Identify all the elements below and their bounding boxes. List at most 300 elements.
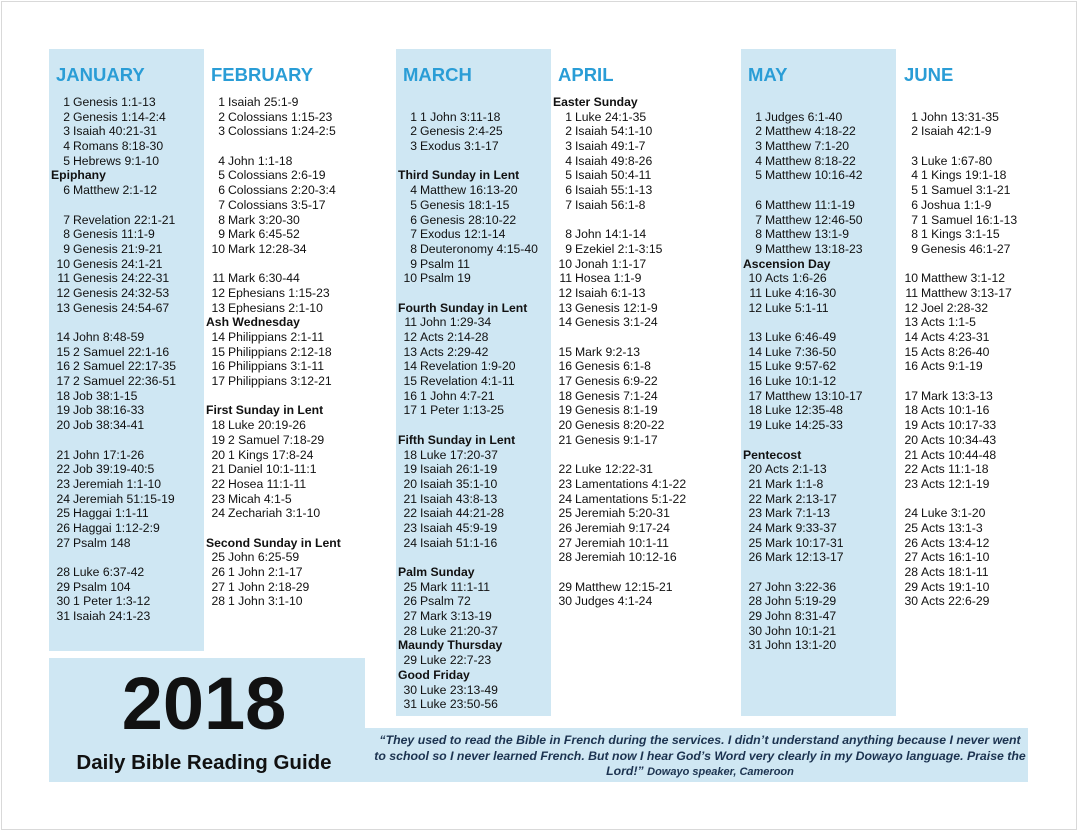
scripture-reference: Jeremiah 9:17-24	[575, 520, 670, 535]
day-number: 26	[211, 565, 225, 579]
day-number: 19	[403, 462, 417, 477]
scripture-reference: Hosea 1:1-9	[575, 271, 642, 286]
reading-entry	[553, 301, 703, 316]
reading-entry	[398, 403, 548, 418]
spacer	[51, 550, 201, 565]
quote-text: “They used to read the Bible in French during the services. I didn’t understand anything because I never went to school so I never learned French. But now I hear God’s Word very clearly in my Dowayo language. Praise the Lord!”	[374, 733, 1026, 778]
day-number: 5	[911, 183, 918, 198]
reading-entry	[206, 580, 356, 595]
reading-entry	[51, 565, 201, 580]
scripture-reference: Genesis 21:9-21	[73, 241, 163, 256]
day-number: 27	[211, 579, 225, 594]
reading-entry	[398, 609, 548, 624]
day-number: 4	[911, 168, 918, 183]
day-number: 18	[558, 388, 572, 403]
reading-entry	[51, 389, 201, 404]
scripture-reference: Matthew 3:1-12	[921, 271, 1006, 286]
scripture-reference: Luke 5:1-11	[765, 300, 829, 315]
reading-entry	[398, 198, 548, 213]
scripture-reference: Genesis 24:22-31	[73, 271, 170, 286]
day-number: 6	[755, 197, 762, 212]
day-number: 6	[410, 212, 417, 227]
scripture-reference: Acts 10:1-16	[921, 403, 990, 418]
day-number: 15	[56, 344, 70, 359]
reading-entry	[206, 168, 356, 183]
scripture-reference: Matthew 2:1-12	[73, 183, 158, 198]
reading-entry	[51, 301, 201, 316]
day-number: 14	[558, 315, 572, 330]
day-number: 15	[748, 359, 762, 374]
reading-entry	[553, 477, 703, 492]
scripture-reference: Job 39:19-40:5	[73, 462, 155, 477]
day-number: 19	[56, 403, 70, 418]
scripture-reference: Acts 2:14-28	[420, 330, 489, 344]
spacer	[743, 95, 893, 110]
scripture-reference: Colossians 3:5-17	[228, 197, 326, 212]
scripture-reference: John 13:1-20	[765, 638, 837, 653]
scripture-reference: Luke 22:7-23	[420, 653, 492, 668]
reading-entry	[899, 198, 1049, 213]
day-number: 7	[410, 227, 417, 242]
scripture-reference: Genesis 18:1-15	[420, 197, 510, 212]
day-number: 22	[211, 476, 225, 491]
scripture-reference: Acts 10:44-48	[921, 447, 997, 462]
feast-heading: Fifth Sunday in Lent	[398, 432, 516, 447]
scripture-reference: Luke 3:1-20	[921, 506, 986, 521]
testimony-quote	[372, 733, 1028, 781]
scripture-reference: Philippians 3:12-21	[228, 374, 332, 389]
day-number: 3	[911, 153, 918, 168]
scripture-reference: Judges 4:1-24	[575, 594, 653, 609]
day-number: 20	[558, 418, 572, 433]
scripture-reference: Lamentations 4:1-22	[575, 476, 687, 491]
scripture-reference: Job 38:16-33	[73, 403, 145, 418]
day-number: 2	[63, 109, 70, 124]
reading-entry	[398, 448, 548, 463]
scripture-reference: Genesis 11:1-9	[73, 227, 155, 242]
day-number: 5	[565, 168, 572, 183]
scripture-reference: Isaiah 51:1-16	[420, 535, 498, 550]
scripture-reference: Haggai 1:12-2:9	[73, 520, 160, 535]
feast-heading: Palm Sunday	[398, 565, 475, 579]
reading-entry	[398, 271, 548, 286]
reading-entry	[51, 448, 201, 463]
reading-entry	[206, 227, 356, 242]
spacer	[206, 521, 356, 536]
reading-entry	[398, 492, 548, 507]
reading-entry	[51, 403, 201, 418]
scripture-reference: 1 Kings 17:8-24	[228, 447, 314, 462]
day-number: 21	[403, 491, 417, 506]
day-number: 15	[904, 344, 918, 359]
day-number: 25	[56, 506, 70, 521]
scripture-reference: Mark 6:45-52	[228, 227, 300, 242]
reading-entry	[899, 110, 1049, 125]
reading-entry	[899, 168, 1049, 183]
scripture-reference: Mark 3:20-30	[228, 212, 300, 227]
month-may	[743, 61, 893, 653]
scripture-reference: Isaiah 35:1-10	[420, 476, 498, 491]
scripture-reference: Luke 7:36-50	[765, 344, 837, 359]
reading-entry	[743, 227, 893, 242]
reading-entry	[899, 330, 1049, 345]
day-number: 19	[211, 432, 225, 447]
reading-entry	[899, 227, 1049, 242]
spacer	[398, 154, 548, 169]
day-number: 7	[63, 212, 70, 227]
spacer	[51, 433, 201, 448]
day-number: 1	[565, 109, 572, 124]
scripture-reference: Job 38:34-41	[73, 418, 145, 433]
day-number: 13	[904, 315, 918, 330]
reading-entry	[398, 183, 548, 198]
scripture-reference: Matthew 11:1-19	[765, 197, 855, 212]
day-number: 1	[911, 109, 918, 124]
scripture-reference: John 5:19-29	[765, 594, 837, 609]
day-number: 5	[410, 197, 417, 212]
reading-entry	[206, 95, 356, 110]
reading-entry	[553, 286, 703, 301]
reading-entry	[206, 198, 356, 213]
spacer	[743, 183, 893, 198]
day-number: 19	[904, 418, 918, 433]
scripture-reference: 1 Peter 1:3-12	[73, 594, 151, 609]
reading-entry	[206, 271, 356, 286]
day-number: 24	[748, 520, 762, 535]
spacer	[743, 565, 893, 580]
scripture-reference: 1 John 3:1-10	[228, 594, 303, 609]
scripture-reference: Matthew 10:16-42	[765, 168, 863, 183]
scripture-reference: Haggai 1:1-11	[73, 506, 149, 521]
day-number: 1	[410, 109, 417, 124]
day-number: 25	[211, 550, 225, 565]
day-number: 24	[558, 491, 572, 506]
spacer	[553, 565, 703, 580]
reading-entry	[553, 345, 703, 360]
scripture-reference: Acts 18:1-11	[921, 565, 989, 579]
reading-entry	[398, 139, 548, 154]
day-number: 28	[904, 565, 918, 579]
day-number: 31	[748, 638, 762, 653]
scripture-reference: 1 John 3:11-18	[420, 109, 501, 124]
scripture-reference: Isaiah 42:1-9	[921, 124, 992, 139]
scripture-reference: Matthew 13:10-17	[765, 388, 863, 403]
day-number: 16	[403, 388, 417, 403]
month-march	[398, 61, 548, 712]
scripture-reference: Genesis 9:1-17	[575, 432, 658, 447]
day-number: 22	[403, 506, 417, 521]
day-number: 11	[905, 285, 918, 300]
day-number: 9	[755, 241, 762, 256]
day-number: 6	[218, 183, 225, 198]
scripture-reference: Genesis 8:1-19	[575, 403, 658, 418]
feast-heading: Ascension Day	[743, 256, 831, 271]
day-number: 24	[403, 535, 417, 550]
day-number: 29	[558, 579, 572, 594]
reading-entry	[553, 536, 703, 551]
reading-entry	[899, 506, 1049, 521]
reading-entry	[51, 492, 201, 507]
reading-entry	[553, 418, 703, 433]
reading-entry	[398, 242, 548, 257]
spacer	[206, 389, 356, 404]
reading-entry	[899, 345, 1049, 360]
reading-entry	[51, 418, 201, 433]
reading-entry	[899, 448, 1049, 463]
day-number: 6	[63, 183, 70, 198]
day-number: 19	[748, 418, 762, 433]
reading-entry	[398, 213, 548, 228]
reading-entry	[553, 227, 703, 242]
month-january	[51, 61, 201, 624]
reading-entry	[743, 242, 893, 257]
reading-entry	[899, 565, 1049, 580]
scripture-reference: Acts 10:17-33	[921, 418, 997, 433]
reading-entry	[206, 345, 356, 360]
day-number: 6	[565, 183, 572, 198]
scripture-reference: Luke 9:57-62	[765, 359, 837, 374]
scripture-reference: Deuteronomy 4:15-40	[420, 241, 538, 256]
reading-entry	[553, 550, 703, 565]
day-number: 27	[56, 535, 70, 550]
day-number: 26	[403, 594, 417, 609]
reading-entry	[899, 154, 1049, 169]
reading-entry	[553, 433, 703, 448]
reading-entry	[398, 594, 548, 609]
reading-entry	[553, 110, 703, 125]
day-number: 12	[904, 300, 918, 315]
reading-entry	[743, 124, 893, 139]
scripture-reference: Mark 3:13-19	[420, 609, 492, 624]
scripture-reference: Isaiah 50:4-11	[575, 168, 652, 183]
day-number: 2	[218, 109, 225, 124]
reading-entry	[743, 139, 893, 154]
day-number: 13	[403, 344, 417, 359]
day-number: 24	[211, 506, 225, 521]
scripture-reference: Philippians 2:12-18	[228, 344, 332, 359]
scripture-reference: Jeremiah 10:1-11	[575, 535, 669, 550]
reading-entry	[899, 359, 1049, 374]
reading-entry	[743, 477, 893, 492]
scripture-reference: Matthew 3:13-17	[921, 285, 1012, 300]
day-number: 13	[211, 300, 225, 315]
reading-entry	[206, 286, 356, 301]
day-number: 12	[403, 330, 417, 344]
feast-heading: Fourth Sunday in Lent	[398, 300, 528, 315]
scripture-reference: Isaiah 49:8-26	[575, 153, 653, 168]
scripture-reference: Acts 13:4-12	[921, 535, 990, 550]
scripture-reference: Matthew 12:15-21	[575, 579, 673, 594]
reading-entry	[743, 492, 893, 507]
reading-entry	[206, 594, 356, 609]
scripture-reference: Hebrews 9:1-10	[73, 153, 160, 168]
day-number: 8	[410, 241, 417, 256]
reading-entry	[553, 257, 703, 272]
scripture-reference: Job 38:1-15	[73, 388, 138, 403]
scripture-reference: Joel 2:28-32	[921, 300, 989, 315]
scripture-reference: 1 Kings 3:1-15	[921, 227, 1000, 242]
reading-entry	[51, 154, 201, 169]
day-number: 5	[755, 168, 762, 183]
scripture-reference: Acts 10:34-43	[921, 432, 997, 447]
day-number: 8	[218, 212, 225, 227]
scripture-reference: Ephesians 1:15-23	[228, 285, 330, 300]
reading-entry	[206, 301, 356, 316]
reading-entry	[51, 580, 201, 595]
day-number: 8	[63, 227, 70, 242]
scripture-reference: Mark 1:1-8	[765, 476, 824, 491]
scripture-reference: Mark 12:28-34	[228, 241, 307, 256]
scripture-reference: Luke 17:20-37	[420, 447, 498, 462]
reading-entry	[743, 301, 893, 316]
scripture-reference: Matthew 16:13-20	[420, 183, 518, 198]
scripture-reference: 1 John 2:1-17	[228, 565, 303, 579]
reading-entry	[899, 271, 1049, 286]
day-number: 12	[748, 300, 762, 315]
day-number: 27	[904, 550, 918, 565]
spacer	[553, 448, 703, 463]
month-june	[899, 61, 1049, 609]
day-number: 30	[56, 594, 70, 609]
reading-entry	[206, 477, 356, 492]
reading-entry	[743, 550, 893, 565]
reading-entry	[398, 345, 548, 360]
scripture-reference: Psalm 104	[73, 579, 131, 594]
scripture-reference: Genesis 6:9-22	[575, 374, 658, 389]
scripture-reference: Isaiah 25:1-9	[228, 95, 299, 109]
day-number: 29	[56, 579, 70, 594]
day-number: 4	[565, 153, 572, 168]
day-number: 13	[56, 300, 70, 315]
scripture-reference: Romans 8:18-30	[73, 139, 164, 154]
scripture-reference: Acts 13:1-3	[921, 520, 983, 535]
day-number: 2	[755, 124, 762, 139]
scripture-reference: 1 Samuel 16:1-13	[921, 212, 1018, 227]
reading-entry	[743, 271, 893, 286]
day-number: 28	[403, 623, 417, 638]
reading-entry	[743, 536, 893, 551]
day-number: 6	[911, 197, 918, 212]
day-number: 1	[63, 95, 70, 109]
day-number: 16	[558, 359, 572, 374]
reading-list	[398, 95, 548, 712]
reading-entry	[398, 110, 548, 125]
scripture-reference: Revelation 22:1-21	[73, 212, 176, 227]
day-number: 30	[558, 594, 572, 609]
reading-entry	[899, 462, 1049, 477]
reading-entry	[899, 550, 1049, 565]
reading-entry	[206, 124, 356, 139]
spacer	[899, 492, 1049, 507]
scripture-reference: Luke 4:16-30	[765, 285, 837, 300]
reading-entry	[206, 492, 356, 507]
reading-entry	[398, 359, 548, 374]
day-number: 17	[748, 388, 762, 403]
day-number: 16	[904, 359, 918, 374]
reading-entry	[398, 521, 548, 536]
reading-entry	[899, 418, 1049, 433]
reading-entry	[398, 477, 548, 492]
scripture-reference: Exodus 12:1-14	[420, 227, 506, 242]
day-number: 20	[211, 447, 225, 462]
scripture-reference: Luke 1:67-80	[921, 153, 993, 168]
scripture-reference: John 8:48-59	[73, 330, 145, 344]
day-number: 28	[56, 565, 70, 579]
scripture-reference: Genesis 24:1-21	[73, 256, 163, 271]
day-number: 9	[63, 241, 70, 256]
scripture-reference: Isaiah 45:9-19	[420, 520, 498, 535]
reading-list	[51, 95, 201, 624]
reading-entry	[899, 536, 1049, 551]
feast-heading: Easter Sunday	[553, 95, 638, 109]
reading-entry	[398, 227, 548, 242]
scripture-reference: Genesis 7:1-24	[575, 388, 658, 403]
day-number: 21	[904, 447, 918, 462]
reading-entry	[743, 638, 893, 653]
scripture-reference: John 1:29-34	[420, 315, 492, 330]
reading-entry	[51, 286, 201, 301]
spacer	[899, 95, 1049, 110]
reading-entry	[51, 609, 201, 624]
reading-entry	[553, 374, 703, 389]
reading-entry	[51, 506, 201, 521]
day-number: 10	[211, 241, 225, 256]
scripture-reference: Isaiah 26:1-19	[420, 462, 498, 477]
reading-list	[206, 95, 356, 609]
day-number: 30	[748, 623, 762, 638]
reading-entry	[743, 110, 893, 125]
month-title: MARCH	[403, 64, 472, 85]
reading-entry	[51, 536, 201, 551]
scripture-reference: Matthew 12:46-50	[765, 212, 863, 227]
day-number: 22	[904, 462, 918, 477]
month-title: FEBRUARY	[211, 64, 314, 85]
scripture-reference: Acts 8:26-40	[921, 344, 990, 359]
day-number: 11	[404, 315, 417, 330]
reading-entry	[743, 154, 893, 169]
spacer	[553, 330, 703, 345]
day-number: 10	[558, 256, 572, 271]
scripture-reference: Acts 9:1-19	[921, 359, 983, 374]
reading-entry	[553, 594, 703, 609]
month-title: APRIL	[558, 64, 614, 85]
scripture-reference: Luke 20:19-26	[228, 418, 306, 433]
day-number: 23	[558, 476, 572, 491]
scripture-reference: Luke 6:46-49	[765, 330, 837, 344]
scripture-reference: Zechariah 3:1-10	[228, 506, 321, 521]
reading-entry	[206, 374, 356, 389]
day-number: 16	[211, 359, 225, 374]
reading-entry	[743, 330, 893, 345]
day-number: 23	[211, 491, 225, 506]
reading-entry	[743, 521, 893, 536]
scripture-reference: Ezekiel 2:1-3:15	[575, 241, 663, 256]
reading-entry	[51, 271, 201, 286]
scripture-reference: 2 Samuel 7:18-29	[228, 432, 325, 447]
scripture-reference: Psalm 72	[420, 594, 471, 609]
day-number: 13	[748, 330, 762, 344]
scripture-reference: Psalm 11	[420, 256, 470, 271]
reading-entry	[743, 624, 893, 639]
reading-entry	[743, 359, 893, 374]
scripture-reference: Isaiah 40:21-31	[73, 124, 158, 139]
day-number: 22	[56, 462, 70, 477]
reading-entry	[553, 198, 703, 213]
reading-entry	[899, 183, 1049, 198]
day-number: 31	[56, 609, 70, 624]
day-number: 20	[403, 476, 417, 491]
reading-entry	[553, 271, 703, 286]
